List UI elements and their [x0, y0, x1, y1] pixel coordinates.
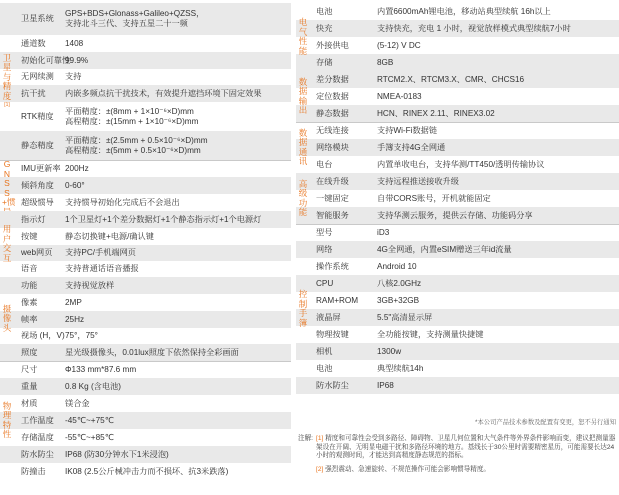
spec-value-line: 内嵌多频点抗干扰技术，有效提升遮挡环境下固定效果 — [65, 88, 262, 98]
spec-label: 倾斜角度 — [21, 180, 54, 190]
spec-row — [0, 395, 291, 412]
spec-value — [377, 194, 619, 204]
spec-value-line: -45℃~+75℃ — [65, 415, 114, 425]
spec-value-line: 支持 — [65, 72, 82, 81]
spec-value — [377, 330, 619, 340]
spec-value — [65, 264, 291, 274]
spec-value — [65, 348, 291, 358]
spec-label: 差分数据 — [316, 74, 349, 84]
spec-value — [377, 211, 619, 221]
spec-row — [0, 194, 291, 211]
spec-value — [65, 107, 291, 127]
spec-row — [0, 177, 291, 194]
spec-label: 超级惯导 — [21, 197, 54, 207]
spec-row — [296, 224, 619, 241]
spec-row — [0, 52, 291, 69]
spec-value-line: GPS+BDS+Glonass+Galileo+QZSS， — [65, 9, 205, 18]
spec-row — [296, 122, 619, 139]
spec-row — [0, 429, 291, 446]
spec-value — [65, 56, 291, 66]
spec-value — [377, 58, 619, 68]
spec-value-line: IK08 (2.5公斤械冲击力而不损坏、抗3米跌落) — [65, 466, 229, 476]
spec-value — [65, 72, 291, 82]
spec-value-line: 星光级摄像头，0.01lux照度下依然保持全彩画面 — [65, 347, 239, 357]
section-title — [298, 18, 308, 56]
spec-value — [377, 160, 619, 170]
spec-row — [0, 211, 291, 228]
spec-label: 快充 — [316, 23, 333, 33]
spec-value — [377, 92, 619, 102]
spec-value — [65, 382, 291, 392]
spec-label: 网络模块 — [316, 142, 349, 152]
spec-row — [0, 3, 291, 35]
spec-value — [377, 262, 619, 272]
spec-value-line: 八核2.0GHz — [377, 278, 422, 288]
spec-value-line: Φ133 mm*87.6 mm — [65, 364, 137, 374]
spec-row — [0, 69, 291, 85]
spec-value-line: 3GB+32GB — [377, 295, 420, 305]
spec-value-line: 1个卫星灯+1个差分数据灯+1个静态指示灯+1个电源灯 — [65, 214, 262, 224]
spec-value — [65, 198, 291, 208]
spec-value — [65, 164, 291, 174]
spec-value-line: RTCM2.X、RTCM3.X、CMR、CHCS16 — [377, 74, 525, 84]
spec-value-line: 自带CORS账号，开机就能固定 — [377, 193, 491, 203]
spec-value — [377, 279, 619, 289]
spec-label: 电台 — [316, 159, 333, 169]
spec-value-line: 支持远程推送接收升级 — [377, 176, 459, 186]
spec-row — [296, 343, 619, 360]
spec-label: 照度 — [21, 347, 38, 357]
spec-row — [296, 258, 619, 275]
spec-value-line: 典型续航14h — [377, 363, 424, 373]
spec-row — [296, 173, 619, 190]
spec-value — [65, 248, 291, 258]
spec-label: 视场 (H，V) — [21, 331, 65, 340]
spec-row — [296, 360, 619, 377]
spec-value — [65, 215, 291, 225]
spec-value-line: 内置6600mAh锂电池，移动站典型续航 16h以上 — [377, 6, 551, 16]
spec-label: 卫星系统 — [21, 14, 54, 23]
spec-row — [296, 88, 619, 105]
spec-row — [0, 344, 291, 361]
spec-label: 语音 — [21, 264, 38, 273]
spec-value-line: 2MP — [65, 297, 82, 307]
spec-value-line: 75°，75° — [65, 331, 98, 340]
spec-value-line: 99.9% — [65, 55, 89, 65]
footnote-2 — [298, 466, 616, 475]
section-title-text: 物理特性 — [2, 400, 12, 439]
spec-value — [65, 136, 291, 156]
spec-label: 外接供电 — [316, 40, 349, 50]
section-title — [2, 225, 12, 263]
spec-value-line: 0-60° — [65, 180, 85, 190]
spec-value — [65, 331, 291, 341]
spec-label: 重量 — [21, 381, 38, 391]
spec-value — [65, 433, 291, 443]
spec-label: RTK精度 — [21, 111, 54, 121]
section-title-text: 卫星与精度 — [2, 52, 12, 101]
spec-row — [296, 156, 619, 173]
section-title-text: 控制手簿 — [298, 289, 308, 328]
spec-value-line: HCN、RINEX 2.11、RINEX3.02 — [377, 108, 495, 118]
spec-value — [377, 7, 619, 17]
spec-value-line: 5.5"高清显示屏 — [377, 312, 433, 322]
spec-label: 通道数 — [21, 38, 46, 48]
section-title-text: 用户交互 — [2, 224, 12, 263]
spec-label: 静态数据 — [316, 108, 349, 118]
spec-value — [377, 296, 619, 306]
spec-value-line: 内置单收电台，支持华测/TT450/透明传输协议 — [377, 159, 545, 169]
spec-value — [65, 89, 291, 99]
right-spec-table — [296, 3, 619, 394]
spec-label: 存储 — [316, 57, 333, 67]
section-title — [2, 402, 12, 440]
spec-row — [0, 228, 291, 245]
spec-label: 尺寸 — [21, 364, 38, 374]
spec-value — [377, 177, 619, 187]
spec-value — [65, 232, 291, 242]
section-title — [298, 78, 308, 116]
spec-row — [296, 37, 619, 54]
spec-value-line: 平面精度：±(2.5mm + 0.5×10⁻⁶×D)mm — [65, 135, 208, 145]
spec-value — [377, 364, 619, 374]
spec-value — [377, 245, 619, 255]
section-title-text: 高级功能 — [298, 178, 308, 217]
spec-row — [0, 131, 291, 160]
spec-label: 网络 — [316, 244, 333, 254]
spec-value — [65, 467, 291, 477]
spec-row — [0, 412, 291, 429]
spec-value — [65, 450, 291, 460]
spec-row — [296, 309, 619, 326]
footnotes — [298, 435, 616, 474]
spec-row — [0, 328, 291, 344]
spec-row — [296, 275, 619, 292]
spec-row — [0, 261, 291, 277]
spec-row — [296, 292, 619, 309]
spec-label: 电池 — [316, 6, 333, 16]
spec-value — [65, 181, 291, 191]
spec-value-line: 全功能按键，支持测量快捷键 — [377, 329, 484, 339]
left-spec-table — [0, 3, 291, 480]
spec-label: 防水防尘 — [316, 380, 349, 390]
spec-row — [296, 54, 619, 71]
spec-row — [0, 102, 291, 131]
spec-label: 指示灯 — [21, 214, 46, 224]
spec-label: 静态精度 — [21, 140, 54, 150]
spec-value-line: 支持视觉放样 — [65, 280, 115, 290]
spec-label: 按键 — [21, 231, 38, 241]
spec-label: 存储温度 — [21, 432, 54, 442]
spec-value-line: -55℃~+85℃ — [65, 432, 114, 442]
section-title-text: GNSS+惯 — [2, 159, 16, 207]
section-title — [298, 129, 308, 167]
spec-row — [0, 35, 291, 52]
spec-label: 操作系统 — [316, 261, 349, 271]
spec-value-line: 4G全网通，内置eSIM赠送三年id流量 — [377, 244, 512, 254]
spec-row — [0, 311, 291, 328]
spec-value-line: 8GB — [377, 57, 394, 67]
spec-row — [0, 463, 291, 480]
spec-value-line: 高程精度：±(5mm + 0.5×10⁻⁶×D)mm — [65, 145, 201, 155]
spec-value-line: 手簿支持4G全网通 — [377, 142, 446, 152]
spec-label: 智能服务 — [316, 210, 349, 220]
spec-row — [296, 207, 619, 224]
spec-value — [377, 347, 619, 357]
spec-label: 电池 — [316, 363, 333, 373]
spec-value-line: IP68 — [377, 380, 394, 390]
spec-value-line: 200Hz — [65, 163, 89, 173]
spec-row — [296, 241, 619, 258]
spec-value-line: 支持华测云服务，提供云存储、功能码分享 — [377, 210, 533, 220]
spec-value — [377, 126, 619, 136]
spec-value — [65, 39, 291, 49]
spec-row — [0, 361, 291, 378]
spec-label: CPU — [316, 278, 334, 288]
spec-value-line: 镁合金 — [65, 398, 90, 408]
spec-row — [0, 294, 291, 311]
spec-value — [65, 298, 291, 308]
spec-row — [296, 105, 619, 122]
spec-value — [65, 9, 291, 29]
spec-value — [377, 228, 619, 238]
spec-row — [296, 71, 619, 88]
spec-label: RAM+ROM — [316, 295, 359, 305]
spec-value — [377, 143, 619, 153]
spec-value-line: 支持惯导初始化完成后不会退出 — [65, 197, 180, 207]
spec-value-line: 支持北斗三代、支持五星二十一频 — [65, 19, 188, 28]
footnote-text: 精度和可靠性会受到多路径、障碍物、卫星几何位置和大气条件等外界条件影响而变，建议把测量器架设在开阔、无明显电磁干扰和多路径环境的地方。基线长于30公里时需要精密星历，可能需要长达24小时的观测时间，才能达到高精度静态规范的指标。 — [316, 435, 616, 460]
spec-value-line: 平面精度：±(8mm + 1×10⁻⁶×D)mm — [65, 106, 194, 116]
spec-label: 初始化可靠性 — [21, 55, 71, 65]
spec-value-line: NMEA-0183 — [377, 91, 422, 101]
spec-label: 物理按键 — [316, 329, 349, 339]
footnote-ref: [2] — [316, 465, 324, 473]
section-title-text: 数据通讯 — [298, 127, 308, 166]
spec-label: 像素 — [21, 297, 38, 307]
spec-label: 防撞击 — [21, 466, 46, 476]
spec-value-line: iD3 — [377, 227, 390, 237]
section-title-text: 摄像头 — [2, 303, 12, 333]
spec-row — [296, 326, 619, 343]
footnote-text: 强烈震动、急速旋转、不规范操作可能会影响惯导精度。 — [325, 465, 491, 473]
spec-row — [296, 139, 619, 156]
disclaimer-note: *本公司产品技术参数及配置有变更，恕不另行通知 — [475, 419, 616, 426]
spec-value — [65, 315, 291, 325]
spec-value-line: 支持普通话语音播报 — [65, 264, 139, 273]
spec-label: 材质 — [21, 398, 38, 408]
spec-value — [377, 313, 619, 323]
spec-row — [0, 85, 291, 102]
spec-label: 在线升级 — [316, 176, 349, 186]
spec-value-line: 1300w — [377, 346, 402, 356]
spec-value-line: 25Hz — [65, 314, 85, 324]
spec-value — [65, 365, 291, 375]
spec-label: 相机 — [316, 346, 333, 356]
spec-value-line: Android 10 — [377, 261, 417, 271]
section-title — [298, 180, 308, 218]
spec-value-line: IP68 (防30分钟水下1米浸泡) — [65, 449, 169, 459]
spec-label: 液晶屏 — [316, 312, 341, 322]
spec-row — [296, 20, 619, 37]
section-title-text: 数据输出 — [298, 76, 308, 115]
spec-label: 工作温度 — [21, 415, 54, 425]
spec-value — [377, 41, 619, 51]
section-title-text: 电气性能 — [298, 17, 308, 56]
spec-value — [377, 75, 619, 85]
section-title — [2, 305, 12, 334]
section-title — [2, 54, 12, 113]
spec-label: web网页 — [21, 248, 53, 257]
spec-value — [377, 24, 619, 34]
spec-label: 一键固定 — [316, 193, 349, 203]
section-footnote-ref: [1] — [4, 102, 10, 109]
section-title — [298, 290, 308, 328]
spec-row — [296, 190, 619, 207]
spec-row — [0, 277, 291, 294]
spec-value-line: 高程精度：±(15mm + 1×10⁻⁶×D)mm — [65, 116, 199, 126]
spec-row — [296, 3, 619, 20]
spec-label: 型号 — [316, 227, 333, 237]
spec-label: 无线连接 — [316, 125, 349, 135]
notes-label: 注解: — [298, 435, 314, 442]
spec-value — [65, 281, 291, 291]
spec-row — [0, 446, 291, 463]
spec-value-line: 0.8 Kg (含电池) — [65, 381, 121, 391]
spec-label: 帧率 — [21, 314, 38, 324]
spec-value-line: 静态切换键+电源/确认键 — [65, 231, 154, 241]
spec-value — [377, 109, 619, 119]
spec-label: 功能 — [21, 280, 38, 290]
spec-value-line: 支持快充，充电 1 小时，视觉放样模式典型续航7小时 — [377, 23, 571, 33]
spec-value-line: 支持PC/手机端网页 — [65, 248, 136, 257]
spec-value-line: 1408 — [65, 38, 84, 48]
spec-row — [0, 245, 291, 261]
spec-value-line: (5-12) V DC — [377, 40, 421, 50]
spec-row — [296, 377, 619, 394]
spec-row — [0, 160, 291, 177]
spec-label: 防水防尘 — [21, 449, 54, 459]
spec-row — [0, 378, 291, 395]
spec-value — [377, 381, 619, 391]
spec-label: IMU更新率 — [21, 163, 61, 173]
spec-value — [65, 416, 291, 426]
spec-value — [65, 399, 291, 409]
spec-value-line: 支持Wi-Fi数据链 — [377, 125, 438, 135]
footnote-1 — [298, 435, 616, 461]
spec-label: 抗干扰 — [21, 88, 46, 98]
spec-label: 无网续测 — [21, 72, 54, 81]
spec-label: 定位数据 — [316, 91, 349, 101]
footnote-ref: [1] — [316, 435, 324, 442]
